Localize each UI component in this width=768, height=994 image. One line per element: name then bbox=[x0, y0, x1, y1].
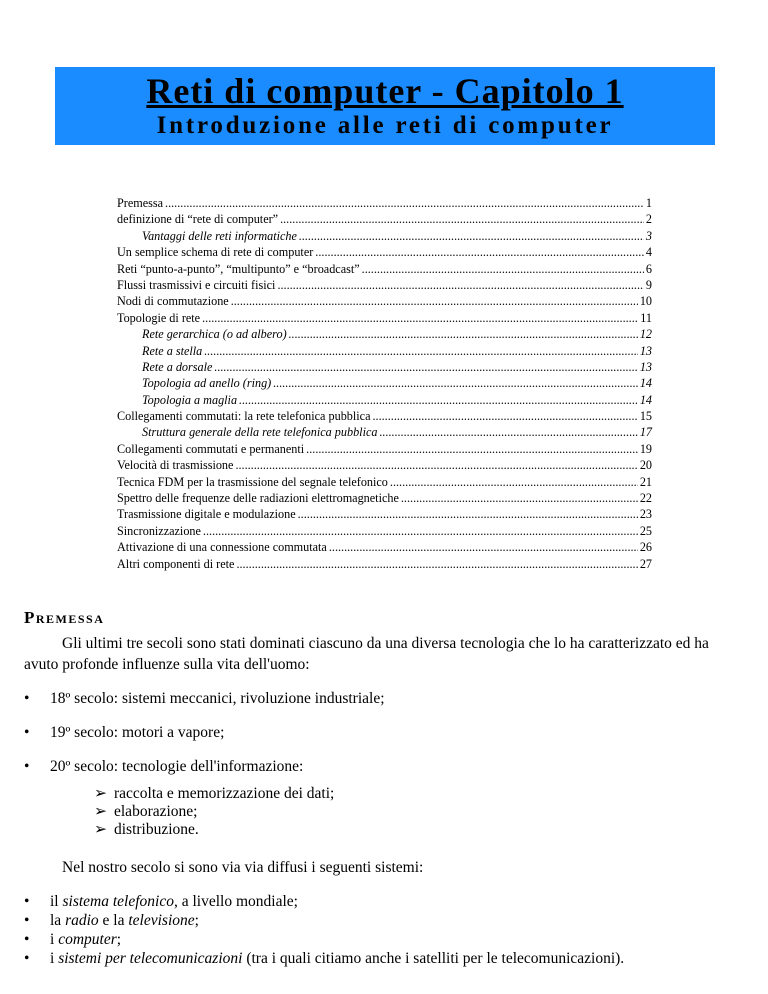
toc-leader-dots bbox=[277, 277, 643, 293]
toc-entry-page: 10 bbox=[639, 294, 652, 309]
arrow-bullet-icon: ➢ bbox=[94, 803, 107, 820]
toc-entry-label: Attivazione di una connessione commutata bbox=[117, 540, 327, 555]
toc-leader-dots bbox=[204, 343, 638, 359]
toc-entry-label: Rete a dorsale bbox=[142, 359, 213, 374]
toc-entry[interactable] bbox=[117, 457, 652, 473]
toc-leader-dots bbox=[236, 556, 637, 572]
arrow-bullet-icon: ➢ bbox=[94, 785, 107, 802]
toc-entry[interactable] bbox=[117, 556, 652, 572]
toc-entry-label: Tecnica FDM per la trasmissione del segnale telefonico bbox=[117, 474, 388, 489]
toc-entry-label: Sincronizzazione bbox=[117, 523, 201, 538]
toc-leader-dots bbox=[289, 326, 638, 342]
toc-entry[interactable] bbox=[117, 310, 652, 326]
toc-entry-page: 13 bbox=[639, 343, 652, 358]
bullet-icon: • bbox=[24, 690, 30, 707]
list-item: • 19º secolo: motori a vapore; bbox=[24, 724, 225, 741]
bullet-icon: • bbox=[24, 950, 30, 967]
information-list bbox=[24, 785, 729, 839]
toc-entry[interactable] bbox=[117, 474, 652, 490]
list-item: ➢ raccolta e memorizzazione dei dati; bbox=[94, 785, 335, 802]
list-item: ➢ elaborazione; bbox=[94, 803, 198, 820]
toc-entry-label: Struttura generale della rete telefonica pubblica bbox=[142, 425, 378, 440]
toc-entry-label: Rete gerarchica (o ad albero) bbox=[142, 327, 287, 342]
list-item: • i computer; bbox=[24, 931, 122, 948]
toc-leader-dots bbox=[362, 261, 644, 277]
toc-leader-dots bbox=[401, 490, 638, 506]
toc-entry-label: Altri componenti di rete bbox=[117, 556, 235, 571]
toc-entry-page: 27 bbox=[639, 556, 652, 571]
toc-entry-page: 9 bbox=[645, 277, 652, 292]
systems-list bbox=[24, 892, 729, 968]
toc-entry-page: 23 bbox=[639, 507, 652, 522]
toc-entry-page: 17 bbox=[639, 425, 652, 440]
toc-entry-label: Vantaggi delle reti informatiche bbox=[142, 228, 297, 243]
toc-entry-label: definizione di “rete di computer” bbox=[117, 212, 279, 227]
toc-entry-label: Nodi di commutazione bbox=[117, 294, 229, 309]
list-item: ➢ distribuzione. bbox=[94, 821, 199, 838]
list-item: • la radio e la televisione; bbox=[24, 912, 199, 929]
toc-entry[interactable] bbox=[117, 228, 652, 244]
title-banner bbox=[55, 67, 715, 145]
toc-entry[interactable] bbox=[117, 375, 652, 391]
toc-entry-label: Collegamenti commutati: la rete telefonica pubblica bbox=[117, 409, 371, 424]
centuries-list bbox=[24, 688, 729, 777]
arrow-bullet-icon: ➢ bbox=[94, 821, 107, 838]
toc-entry-label: Rete a stella bbox=[142, 343, 203, 358]
toc-entry[interactable] bbox=[117, 408, 652, 424]
toc-leader-dots bbox=[379, 424, 637, 440]
toc-entry-page: 19 bbox=[639, 441, 652, 456]
bullet-icon: • bbox=[24, 931, 30, 948]
section-heading: Premessa bbox=[24, 608, 105, 627]
list-item: • i sistemi per telecomunicazioni (tra i quali citiamo anche i satelliti per le telecomunicazioni). bbox=[24, 950, 625, 967]
toc-entry[interactable] bbox=[117, 326, 652, 342]
toc-leader-dots bbox=[390, 474, 638, 490]
toc-leader-dots bbox=[239, 392, 638, 408]
toc-leader-dots bbox=[165, 195, 644, 211]
toc-entry-label: Spettro delle frequenze delle radiazioni elettromagnetiche bbox=[117, 491, 399, 506]
toc-leader-dots bbox=[273, 375, 638, 391]
toc-entry[interactable] bbox=[117, 441, 652, 457]
toc-entry[interactable] bbox=[117, 277, 652, 293]
toc-entry[interactable] bbox=[117, 261, 652, 277]
toc-entry-page: 4 bbox=[645, 245, 652, 260]
list-item: • 18º secolo: sistemi meccanici, rivoluzione industriale; bbox=[24, 690, 385, 707]
toc-entry-page: 11 bbox=[640, 310, 652, 325]
toc-entry-page: 20 bbox=[639, 458, 652, 473]
toc-entry-page: 13 bbox=[639, 359, 652, 374]
toc-entry-page: 1 bbox=[645, 196, 652, 210]
document-subtitle: Introduzione alle reti di computer bbox=[156, 112, 614, 139]
toc-leader-dots bbox=[306, 441, 638, 457]
toc-entry[interactable] bbox=[117, 392, 652, 408]
toc-leader-dots bbox=[299, 228, 644, 244]
toc-entry-label: Collegamenti commutati e permanenti bbox=[117, 441, 305, 456]
toc-entry-label: Trasmissione digitale e modulazione bbox=[117, 507, 296, 522]
toc-entry[interactable] bbox=[117, 359, 652, 375]
toc-entry-page: 26 bbox=[639, 540, 652, 555]
toc-leader-dots bbox=[280, 211, 644, 227]
toc-entry-page: 14 bbox=[639, 392, 652, 407]
toc-leader-dots bbox=[235, 457, 637, 473]
toc-entry[interactable] bbox=[117, 523, 652, 539]
toc-entry-label: Topologie di rete bbox=[117, 310, 201, 325]
toc-entry-label: Topologia ad anello (ring) bbox=[142, 376, 272, 391]
intro-paragraph: Gli ultimi tre secoli sono stati dominati ciascuno da una diversa tecnologia che lo ha caratterizzato ed ha avuto profonde influenze sulla vita dell'uomo: bbox=[24, 635, 709, 673]
toc-leader-dots bbox=[214, 359, 637, 375]
toc-entry-page: 3 bbox=[645, 228, 652, 243]
toc-leader-dots bbox=[202, 310, 638, 326]
toc-leader-dots bbox=[203, 523, 638, 539]
toc-entry-page: 25 bbox=[639, 523, 652, 538]
toc-entry[interactable] bbox=[117, 195, 652, 211]
toc-leader-dots bbox=[231, 293, 638, 309]
toc-entry-page: 6 bbox=[645, 261, 652, 276]
toc-entry-page: 12 bbox=[639, 327, 652, 342]
toc-entry[interactable] bbox=[117, 211, 652, 227]
systems-paragraph: Nel nostro secolo si sono via via diffusi i seguenti sistemi: bbox=[62, 859, 424, 876]
bullet-icon: • bbox=[24, 758, 30, 775]
toc-leader-dots bbox=[329, 539, 638, 555]
toc-leader-dots bbox=[315, 244, 644, 260]
toc-entry[interactable] bbox=[117, 539, 652, 555]
table-of-contents bbox=[117, 195, 652, 572]
document-title: Reti di computer - Capitolo 1 bbox=[146, 71, 624, 111]
toc-entry[interactable] bbox=[117, 343, 652, 359]
toc-entry[interactable] bbox=[117, 293, 652, 309]
toc-leader-dots bbox=[298, 506, 638, 522]
toc-entry-page: 22 bbox=[639, 491, 652, 506]
bullet-icon: • bbox=[24, 893, 30, 910]
bullet-icon: • bbox=[24, 724, 30, 741]
list-item: • 20º secolo: tecnologie dell'informazione: bbox=[24, 758, 304, 775]
bullet-icon: • bbox=[24, 912, 30, 929]
toc-entry[interactable] bbox=[117, 424, 652, 440]
list-item: • il sistema telefonico, a livello mondiale; bbox=[24, 893, 298, 910]
toc-entry-page: 2 bbox=[645, 212, 652, 227]
toc-entry[interactable] bbox=[117, 506, 652, 522]
toc-entry-label: Premessa bbox=[117, 196, 164, 210]
toc-entry-page: 21 bbox=[639, 474, 652, 489]
toc-entry-page: 15 bbox=[639, 409, 652, 424]
toc-entry-page: 14 bbox=[639, 376, 652, 391]
toc-entry-label: Velocità di trasmissione bbox=[117, 458, 234, 473]
toc-entry-label: Topologia a maglia bbox=[142, 392, 238, 407]
toc-entry-label: Un semplice schema di rete di computer bbox=[117, 245, 314, 260]
toc-entry[interactable] bbox=[117, 490, 652, 506]
toc-entry-label: Reti “punto-a-punto”, “multipunto” e “broadcast” bbox=[117, 261, 360, 276]
toc-entry[interactable] bbox=[117, 244, 652, 260]
toc-entry-label: Flussi trasmissivi e circuiti fisici bbox=[117, 277, 276, 292]
section-body bbox=[24, 633, 729, 968]
toc-leader-dots bbox=[372, 408, 637, 424]
